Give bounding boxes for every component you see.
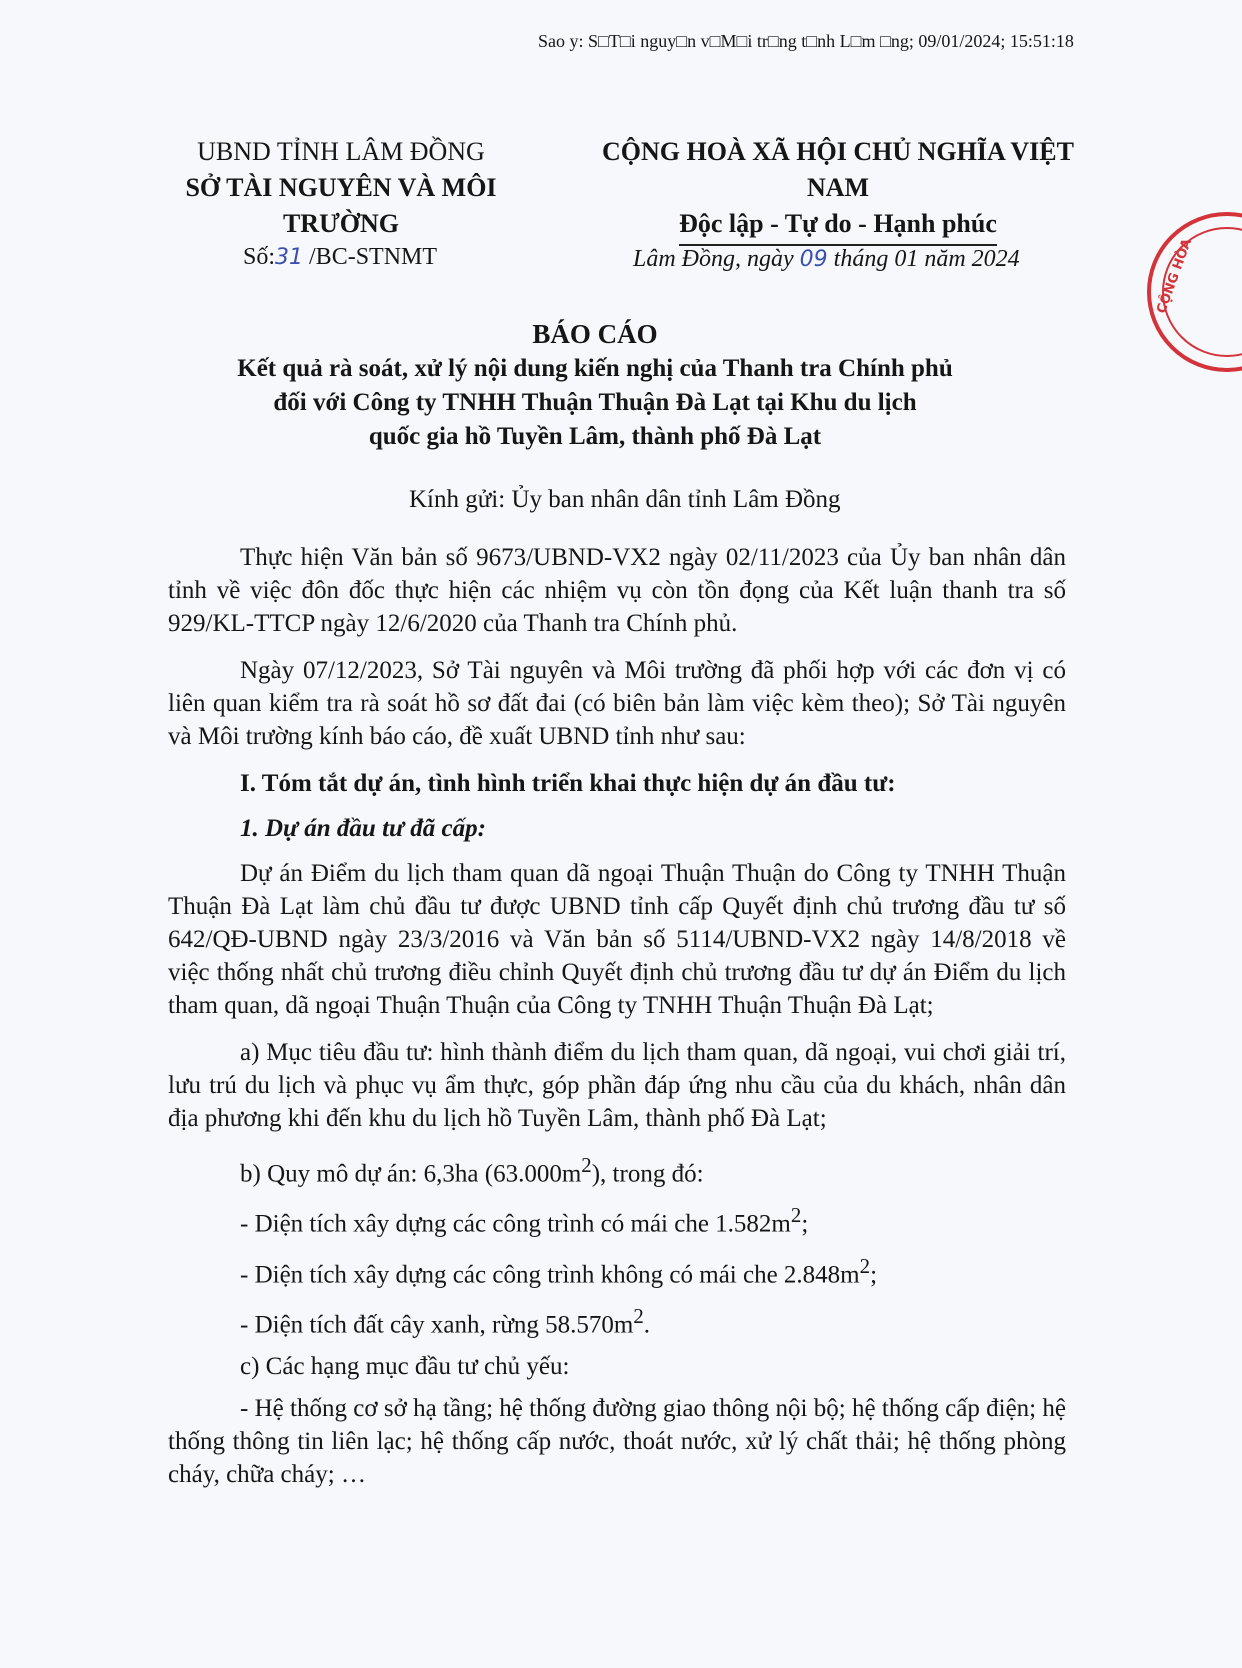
paragraph-green-area	[168, 1300, 1066, 1341]
date-suffix: tháng 01 năm 2024	[827, 246, 1020, 272]
document-number	[243, 244, 437, 271]
org-department: SỞ TÀI NGUYÊN VÀ MÔI TRƯỜNG	[185, 173, 497, 238]
report-subtitle-line-3: quốc gia hồ Tuyền Lâm, thành phố Đà Lạt	[368, 423, 822, 450]
digital-copy-stamp: Sao y: S□T□i nguy□n v□M□i tr□ng t□nh L□m □ng; 09/01/2024; 15:51:18	[538, 31, 1074, 51]
section-heading-1: I. Tóm tắt dự án, tình hình triển khai thực hiện dự án đầu tư:	[240, 770, 896, 797]
paragraph-implementation: Thực hiện Văn bản số 9673/UBND-VX2 ngày 02/11/2023 của Ủy ban nhân dân tỉnh về việc đôn đốc thực hiện các nhiệm vụ còn tồn đọng của Kết luận thanh tra số 929/KL-TTCP ngày 12/6/2020 của Thanh tra Chính phủ.	[168, 544, 1066, 637]
paragraph-infrastructure: - Hệ thống cơ sở hạ tầng; hệ thống đường giao thông nội bộ; hệ thống cấp điện; hệ thống thông tin liên lạc; hệ thống cấp nước, thoát nước, xử lý chất thải; hệ thống phòng cháy, chữa cháy; …	[168, 1395, 1066, 1489]
report-subtitle-line-2: đối với Công ty TNHH Thuận Thuận Đà Lạt tại Khu du lịch	[273, 389, 917, 416]
report-title: BÁO CÁO	[532, 319, 658, 349]
green-tail: .	[643, 1311, 650, 1339]
number-suffix: /BC-STNMT	[303, 244, 438, 270]
national-heading	[568, 134, 1108, 246]
report-title-block	[170, 316, 1020, 454]
seal-text: CỘNG HÒA	[1154, 236, 1196, 316]
covered-text: - Diện tích xây dựng các công trình có mái che 1.582m	[240, 1210, 791, 1238]
paragraph-uncovered-area	[168, 1250, 1066, 1291]
scale-text: b) Quy mô dự án: 6,3ha (63.000m	[240, 1160, 582, 1188]
uncovered-tail: ;	[870, 1260, 878, 1288]
paragraph-inspection: Ngày 07/12/2023, Sở Tài nguyên và Môi trường đã phối hợp với các đơn vị có liên quan kiểm tra rà soát hồ sơ đất đai (có biên bản làm việc kèm theo); Sở Tài nguyên và Môi trường kính báo cáo, đề xuất UBND tỉnh như sau:	[168, 657, 1066, 750]
report-subtitle-line-1: Kết quả rà soát, xử lý nội dung kiến nghị của Thanh tra Chính phủ	[237, 355, 953, 382]
nation-name: CỘNG HOÀ XÃ HỘI CHỦ NGHĨA VIỆT NAM	[602, 137, 1074, 202]
national-motto: Độc lập - Tự do - Hạnh phúc	[679, 206, 997, 246]
green-text: - Diện tích đất cây xanh, rừng 58.570m	[240, 1311, 634, 1339]
covered-tail: ;	[801, 1210, 809, 1238]
scale-sup: 2	[581, 1153, 592, 1177]
recipient-line: Kính gửi: Ủy ban nhân dân tỉnh Lâm Đồng	[409, 486, 841, 513]
scale-tail: ), trong đó:	[591, 1160, 704, 1188]
uncovered-text: - Diện tích xây dựng các công trình không có mái che 2.848m	[240, 1260, 860, 1288]
green-sup: 2	[633, 1303, 644, 1328]
handwritten-day: 09	[799, 247, 828, 272]
date-prefix: Lâm Đồng, ngày	[633, 246, 800, 272]
covered-sup: 2	[790, 1203, 802, 1228]
number-prefix: Số:	[243, 244, 276, 270]
report-body	[168, 541, 1066, 1505]
org-province: UBND TỈNH LÂM ĐỒNG	[197, 137, 485, 166]
paragraph-project: Dự án Điểm du lịch tham quan dã ngoại Thuận Thuận do Công ty TNHH Thuận Thuận Đà Lạt làm chủ đầu tư được UBND tỉnh cấp Quyết định chủ trương đầu tư số 642/QĐ-UBND ngày 23/3/2016 và Văn bản số 5114/UBND-VX2 ngày 14/8/2018 về việc thống nhất chủ trương điều chỉnh Quyết định chủ trương đầu tư dự án Điểm du lịch tham quan, dã ngoại Thuận Thuận của Công ty TNHH Thuận Thuận Đà Lạt;	[168, 860, 1066, 1019]
red-seal-stamp	[1132, 212, 1242, 372]
paragraph-covered-area	[168, 1199, 1066, 1240]
subsection-heading-1: 1. Dự án đầu tư đã cấp:	[240, 815, 486, 842]
paragraph-investment-items: c) Các hạng mục đầu tư chủ yếu:	[240, 1353, 570, 1381]
paragraph-scale	[168, 1149, 1066, 1190]
document-date	[633, 246, 1020, 273]
uncovered-sup: 2	[859, 1253, 871, 1278]
paragraph-objective: a) Mục tiêu đầu tư: hình thành điểm du lịch tham quan, dã ngoại, vui chơi giải trí, lưu trú du lịch và phục vụ ẩm thực, góp phần đáp ứng nhu cầu của du khách, nhân dân địa phương khi đến khu du lịch hồ Tuyền Lâm, thành phố Đà Lạt;	[168, 1039, 1066, 1132]
issuing-organization	[126, 134, 556, 242]
handwritten-number: 31	[275, 245, 304, 270]
